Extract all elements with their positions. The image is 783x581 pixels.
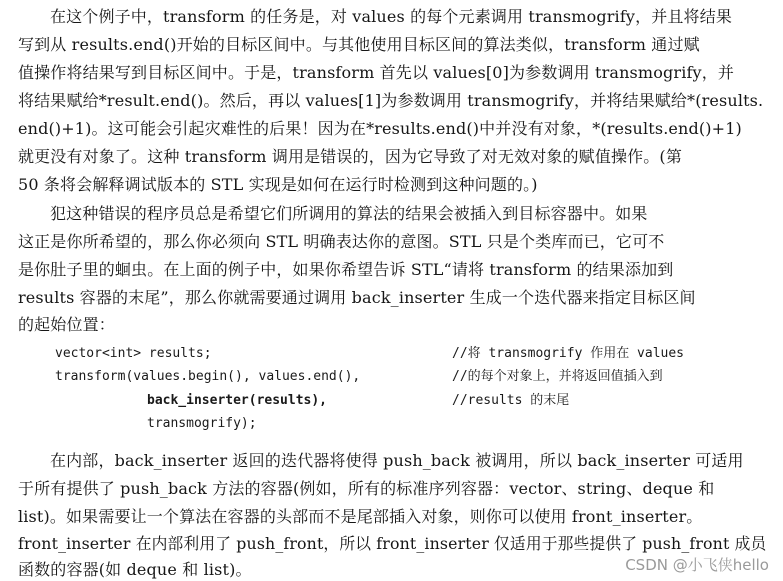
paragraph-1-line-6: 就更没有对象了。这种 transform 调用是错误的，因为它导致了对无效对象的赋值操作。(第 bbox=[18, 147, 682, 166]
paragraph-1-line-1: 在这个例子中，transform 的任务是，对 values 的每个元素调用 transmogrify，并且将结果 bbox=[50, 7, 732, 26]
code-comment-2: //的每个对象上，并将返回值插入到 bbox=[452, 369, 663, 384]
paragraph-1-line-5: end()+1)。这可能会引起灾难性的后果！因为在*results.end()中并没有对象，*(results.end()+1) bbox=[18, 119, 742, 138]
paragraph-1-line-2: 写到从 results.end()开始的目标区间中。与其他使用目标区间的算法类似，transform 通过赋 bbox=[18, 35, 700, 54]
code-line-4: transmogrify); bbox=[147, 416, 257, 431]
paragraph-2-line-5: 的起始位置： bbox=[18, 315, 115, 334]
code-line-3: back_inserter(results), bbox=[147, 393, 328, 408]
paragraph-3-line-3: list)。如果需要让一个算法在容器的头部而不是尾部插入对象，则你可以使用 front_inserter。 bbox=[18, 507, 703, 526]
paragraph-3-line-1: 在内部，back_inserter 返回的迭代器将使得 push_back 被调用，所以 back_inserter 可适用 bbox=[50, 451, 744, 470]
paragraph-3-line-4: front_inserter 在内部利用了 push_front，所以 front_inserter 仅适用于那些提供了 push_front 成员 bbox=[18, 534, 767, 553]
csdn-watermark: CSDN @小飞侠hello bbox=[625, 556, 769, 574]
paragraph-2-line-2: 这正是你所希望的，那么你必须向 STL 明确表达你的意图。STL 只是个类库而已，它可不 bbox=[18, 232, 665, 251]
paragraph-1-line-4: 将结果赋给*result.end()。然后，再以 values[1]为参数调用 transmogrify，并将结果赋给*(results. bbox=[18, 91, 764, 110]
paragraph-2-line-1: 犯这种错误的程序员总是希望它们所调用的算法的结果会被插入到目标容器中。如果 bbox=[50, 204, 648, 223]
paragraph-3-line-2: 于所有提供了 push_back 方法的容器(例如，所有的标准序列容器：vector、string、deque 和 bbox=[18, 479, 715, 498]
paragraph-1-line-3: 值操作将结果写到目标区间中。于是，transform 首先以 values[0]为参数调用 transmogrify，并 bbox=[18, 63, 735, 82]
code-comment-3: //results 的末尾 bbox=[452, 393, 570, 408]
paragraph-2-line-3: 是你肚子里的蛔虫。在上面的例子中，如果你希望告诉 STL“请将 transform 的结果添加到 bbox=[18, 260, 674, 279]
paragraph-1-line-7: 50 条将会解释调试版本的 STL 实现是如何在运行时检测到这种问题的。) bbox=[18, 175, 538, 194]
code-line-2: transform(values.begin(), values.end(), bbox=[55, 369, 361, 384]
paragraph-2-line-4: results 容器的末尾”，那么你就需要通过调用 back_inserter 生成一个迭代器来指定目标区间 bbox=[18, 288, 696, 307]
code-line-1: vector<int> results; bbox=[55, 346, 212, 361]
code-comment-1: //将 transmogrify 作用在 values bbox=[452, 346, 685, 361]
paragraph-3-line-5: 函数的容器(如 deque 和 list)。 bbox=[18, 560, 252, 579]
